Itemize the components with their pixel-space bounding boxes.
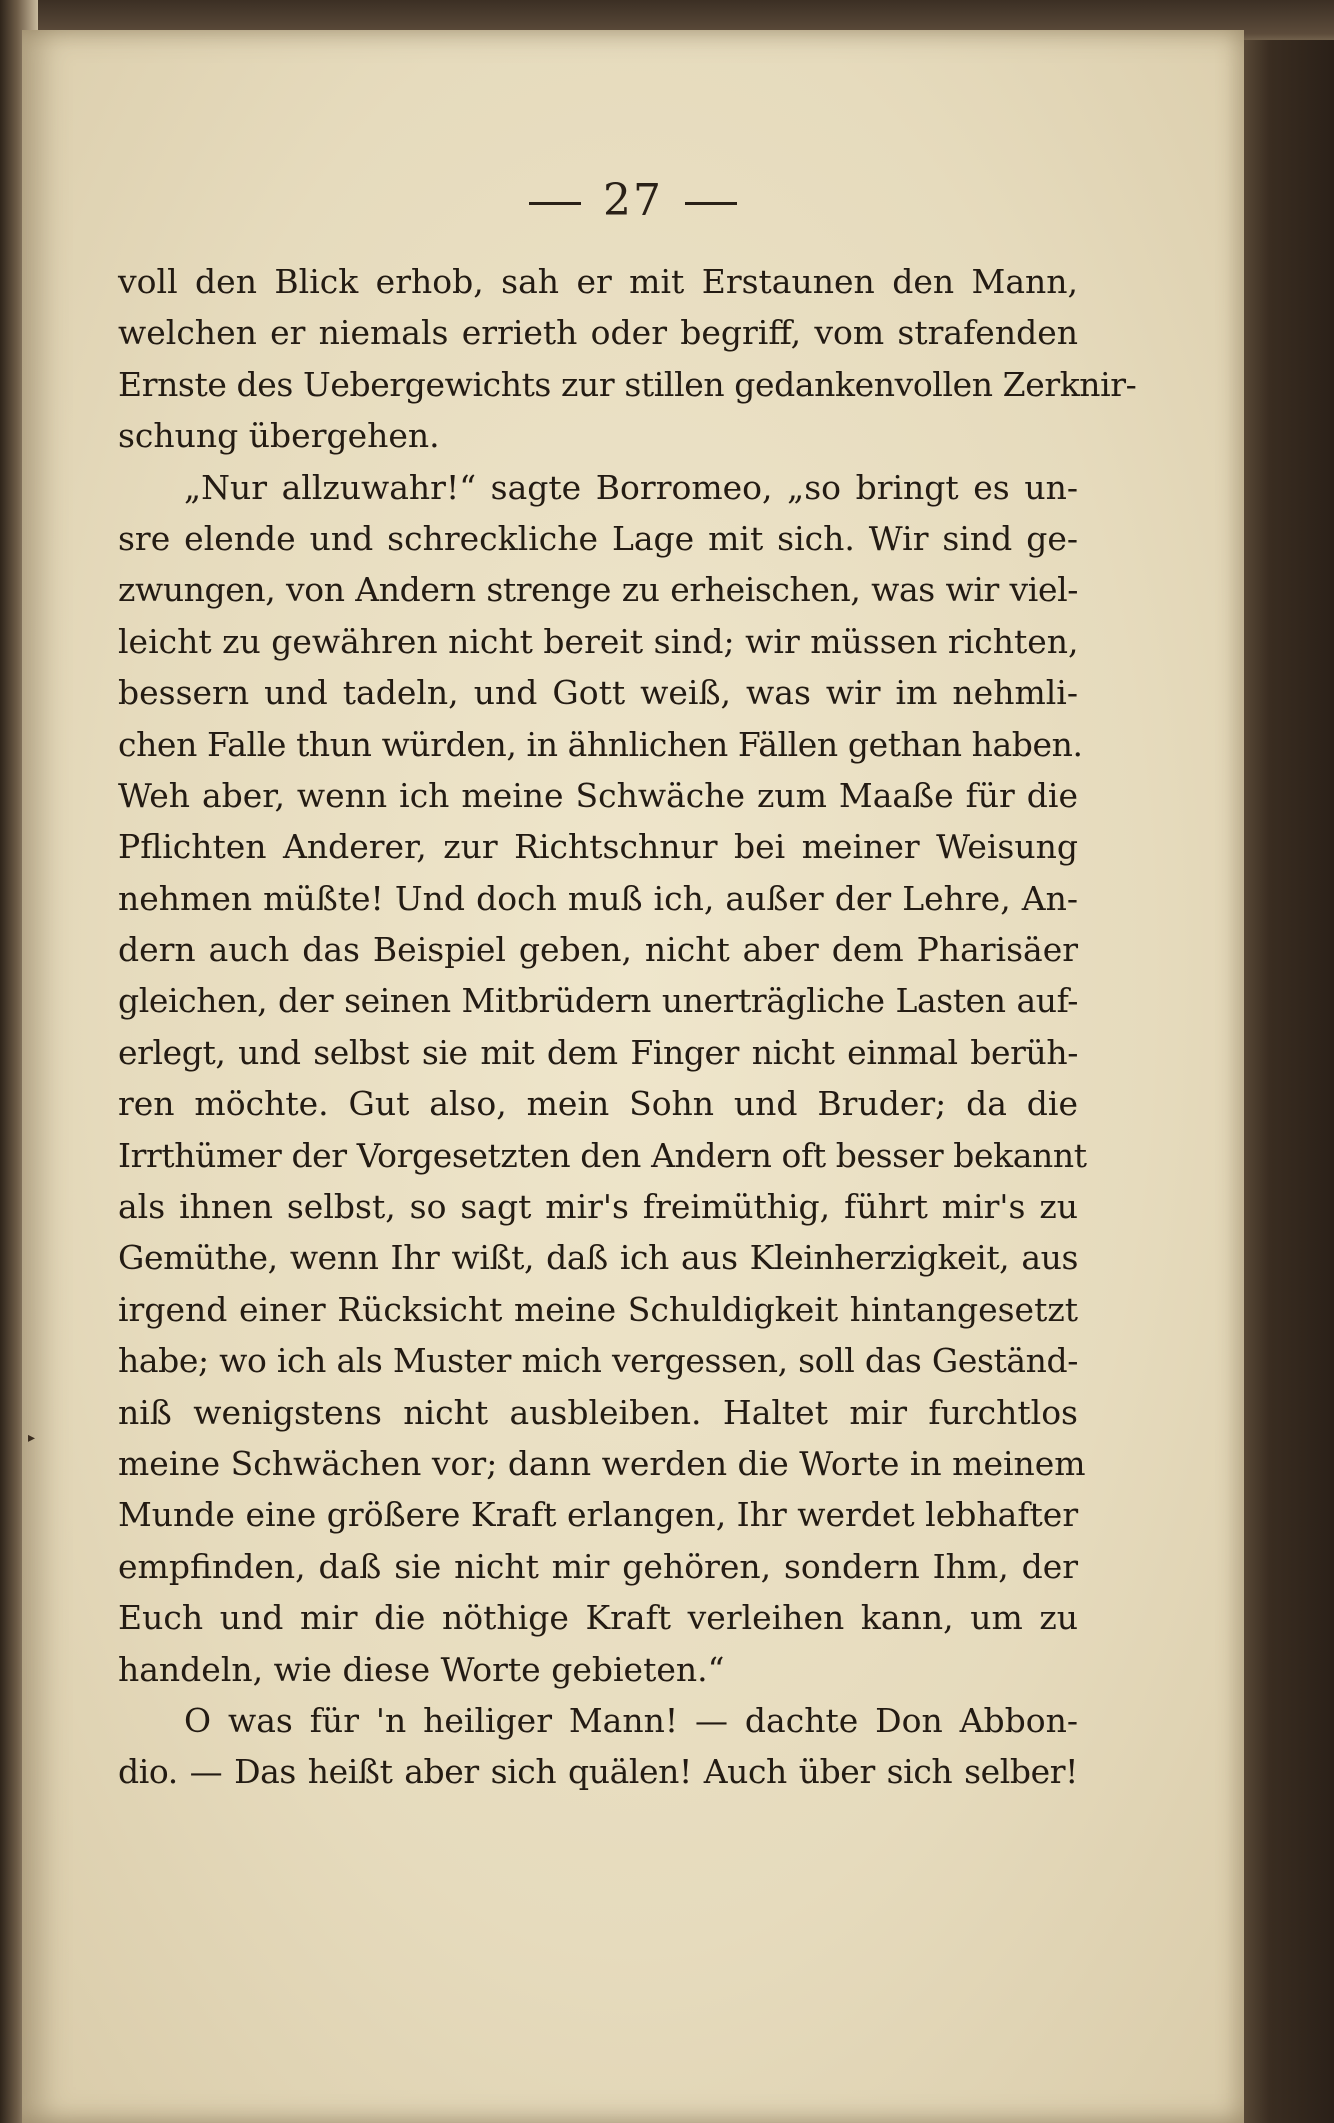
text-line: zwungen, von Andern strenge zu erheischen, was wir viel- [118, 570, 1078, 610]
text-line: empfinden, daß sie nicht mir gehören, sondern Ihm, der [118, 1546, 1078, 1586]
text-line: nehmen müßte! Und doch muß ich, außer der Lehre, An- [118, 878, 1078, 918]
text-line: handeln, wie diese Worte gebieten.“ [118, 1649, 725, 1689]
text-line: voll den Blick erhob, sah er mit Erstaunen den Mann, [118, 262, 1078, 301]
text-line: Euch und mir die nöthige Kraft verleihen kann, um zu [118, 1598, 1078, 1638]
text-line: Weh aber, wenn ich meine Schwäche zum Maaße für die [118, 775, 1078, 815]
text-line: habe; wo ich als Muster mich vergessen, soll das Geständ- [118, 1341, 1078, 1381]
text-line: Irrthümer der Vorgesetzten den Andern oft besser bekannt [118, 1135, 1087, 1175]
text-line: Ernste des Uebergewichts zur stillen gedankenvollen Zerknir- [118, 364, 1137, 404]
body-text [118, 256, 1137, 1798]
text-line: schung übergehen. [118, 416, 440, 456]
text-line: dern auch das Beispiel geben, nicht aber dem Pharisäer [118, 930, 1078, 970]
text-line: gleichen, der seinen Mitbrüdern unerträgliche Lasten auf- [118, 981, 1078, 1021]
text-line: sre elende und schreckliche Lage mit sich. Wir sind ge- [118, 518, 1078, 558]
text-line: Gemüthe, wenn Ihr wißt, daß ich aus Kleinherzigkeit, aus [118, 1238, 1078, 1278]
book-cover-edge [1242, 40, 1334, 2123]
text-line: als ihnen selbst, so sagt mir's freimüthig, führt mir's zu [118, 1187, 1078, 1227]
header-dash-right [685, 202, 737, 205]
margin-pointer-icon: ▸ [28, 1430, 36, 1446]
text-line: welchen er niemals errieth oder begriff, vom strafenden [118, 313, 1078, 353]
text-line: chen Falle thun würden, in ähnlichen Fällen gethan haben. [118, 724, 1083, 764]
header-dash-left [529, 202, 581, 205]
page-number-header [22, 175, 1244, 226]
text-line: Munde eine größere Kraft erlangen, Ihr werdet lebhafter [118, 1495, 1079, 1535]
text-line: dio. — Das heißt aber sich quälen! Auch über sich selber! [118, 1752, 1078, 1792]
text-line: niß wenigstens nicht ausbleiben. Haltet mir furchtlos [118, 1392, 1078, 1432]
text-line: erlegt, und selbst sie mit dem Finger nicht einmal berüh- [118, 1032, 1078, 1072]
text-line: Pflichten Anderer, zur Richtschnur bei meiner Weisung [118, 827, 1078, 867]
text-line: leicht zu gewähren nicht bereit sind; wir müssen richten, [118, 621, 1079, 661]
text-line: O was für 'n heiliger Mann! — dachte Don Abbon- [184, 1700, 1078, 1740]
book-page [22, 30, 1244, 2123]
text-line: „Nur allzuwahr!“ sagte Borromeo, „so bringt es un- [184, 467, 1078, 507]
page-number: 27 [603, 175, 663, 226]
text-line: bessern und tadeln, und Gott weiß, was wir im nehmli- [118, 673, 1078, 713]
text-line: ren möchte. Gut also, mein Sohn und Bruder; da die [118, 1084, 1078, 1124]
text-line: meine Schwächen vor; dann werden die Worte in meinem [118, 1443, 1086, 1483]
text-line: irgend einer Rücksicht meine Schuldigkeit hintangesetzt [118, 1289, 1078, 1329]
